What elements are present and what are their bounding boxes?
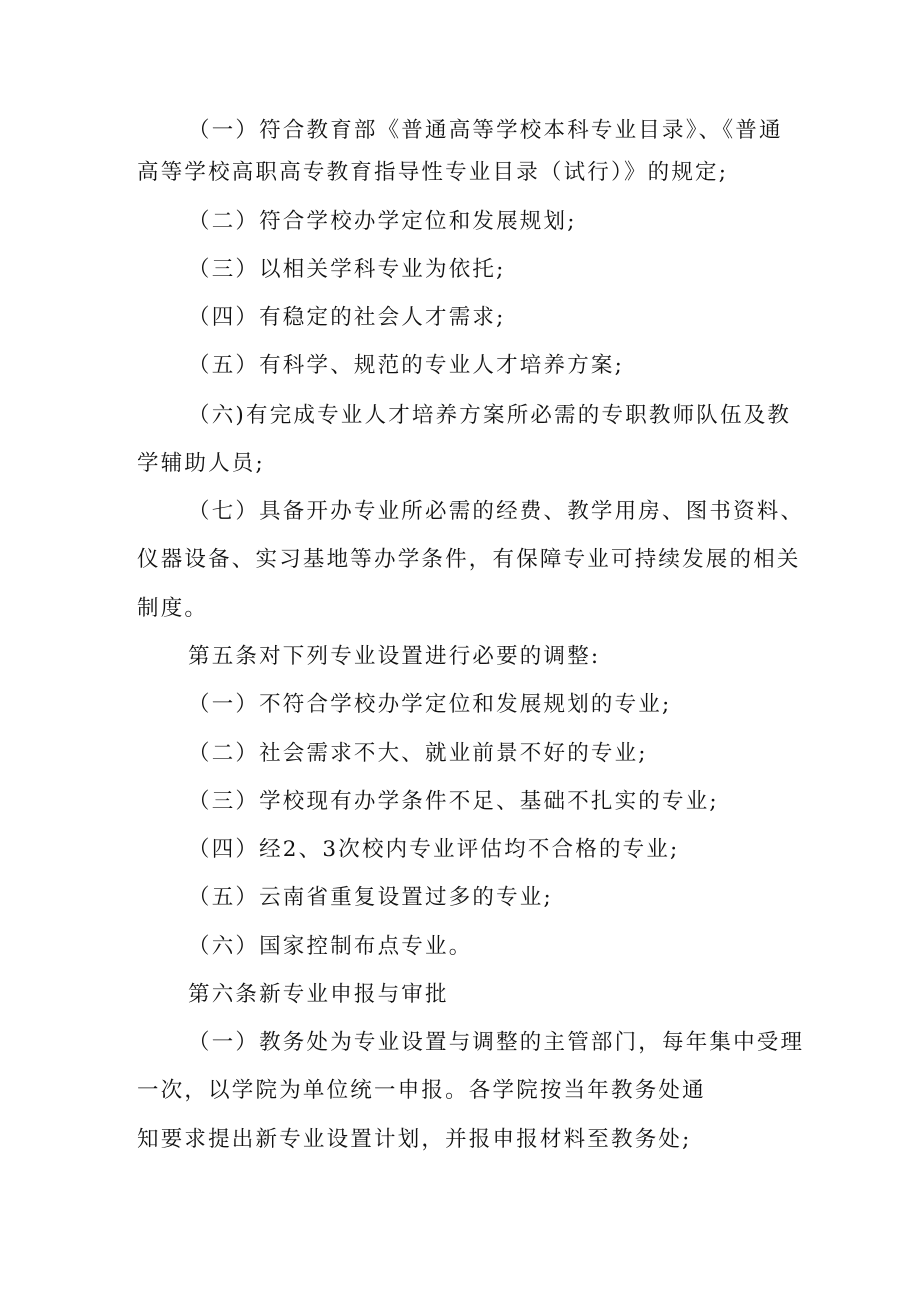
text-line: 高等学校高职高专教育指导性专业目录（试行）》的规定; xyxy=(137,160,729,185)
text-line: （一）符合教育部《普通高等学校本科专业目录》、《普通 xyxy=(188,118,783,143)
text-line: （六)有完成专业人才培养方案所必需的专职教师队伍及教 xyxy=(188,403,792,428)
text-line: （三）学校现有办学条件不足、基础不扎实的专业; xyxy=(188,789,719,814)
text-line: （五）云南省重复设置过多的专业; xyxy=(188,885,553,910)
text-line: 仪器设备、实习基地等办学条件，有保障专业可持续发展的相关 xyxy=(137,547,801,572)
text-line: （二）社会需求不大、就业前景不好的专业; xyxy=(188,741,648,766)
text-line: （三）以相关学科专业为依托; xyxy=(188,257,506,282)
text-line: 知要求提出新专业设置计划，并报申报材料至教务处; xyxy=(137,1127,692,1152)
text-line: （四）经2、3次校内专业评估均不合格的专业; xyxy=(188,837,680,862)
text-line: （二）符合学校办学定位和发展规划; xyxy=(188,209,577,234)
text-line: 第五条对下列专业设置进行必要的调整: xyxy=(188,644,601,669)
text-line: 制度。 xyxy=(137,596,209,621)
text-line: （四）有稳定的社会人才需求; xyxy=(188,305,506,330)
text-line: （六）国家控制布点专业。 xyxy=(188,934,473,959)
text-line: （七）具备开办专业所必需的经费、教学用房、图书资料、 xyxy=(188,499,805,524)
text-line: 第六条新专业申报与审批 xyxy=(188,982,449,1007)
text-line: 学辅助人员; xyxy=(137,451,265,476)
text-line: （一）教务处为专业设置与调整的主管部门，每年集中受理 xyxy=(188,1030,805,1055)
text-line: （五）有科学、规范的专业人才培养方案; xyxy=(188,353,625,378)
text-line: 一次，以学院为单位统一申报。各学院按当年教务处通 xyxy=(137,1078,706,1103)
text-line: （一）不符合学校办学定位和发展规划的专业; xyxy=(188,692,672,717)
